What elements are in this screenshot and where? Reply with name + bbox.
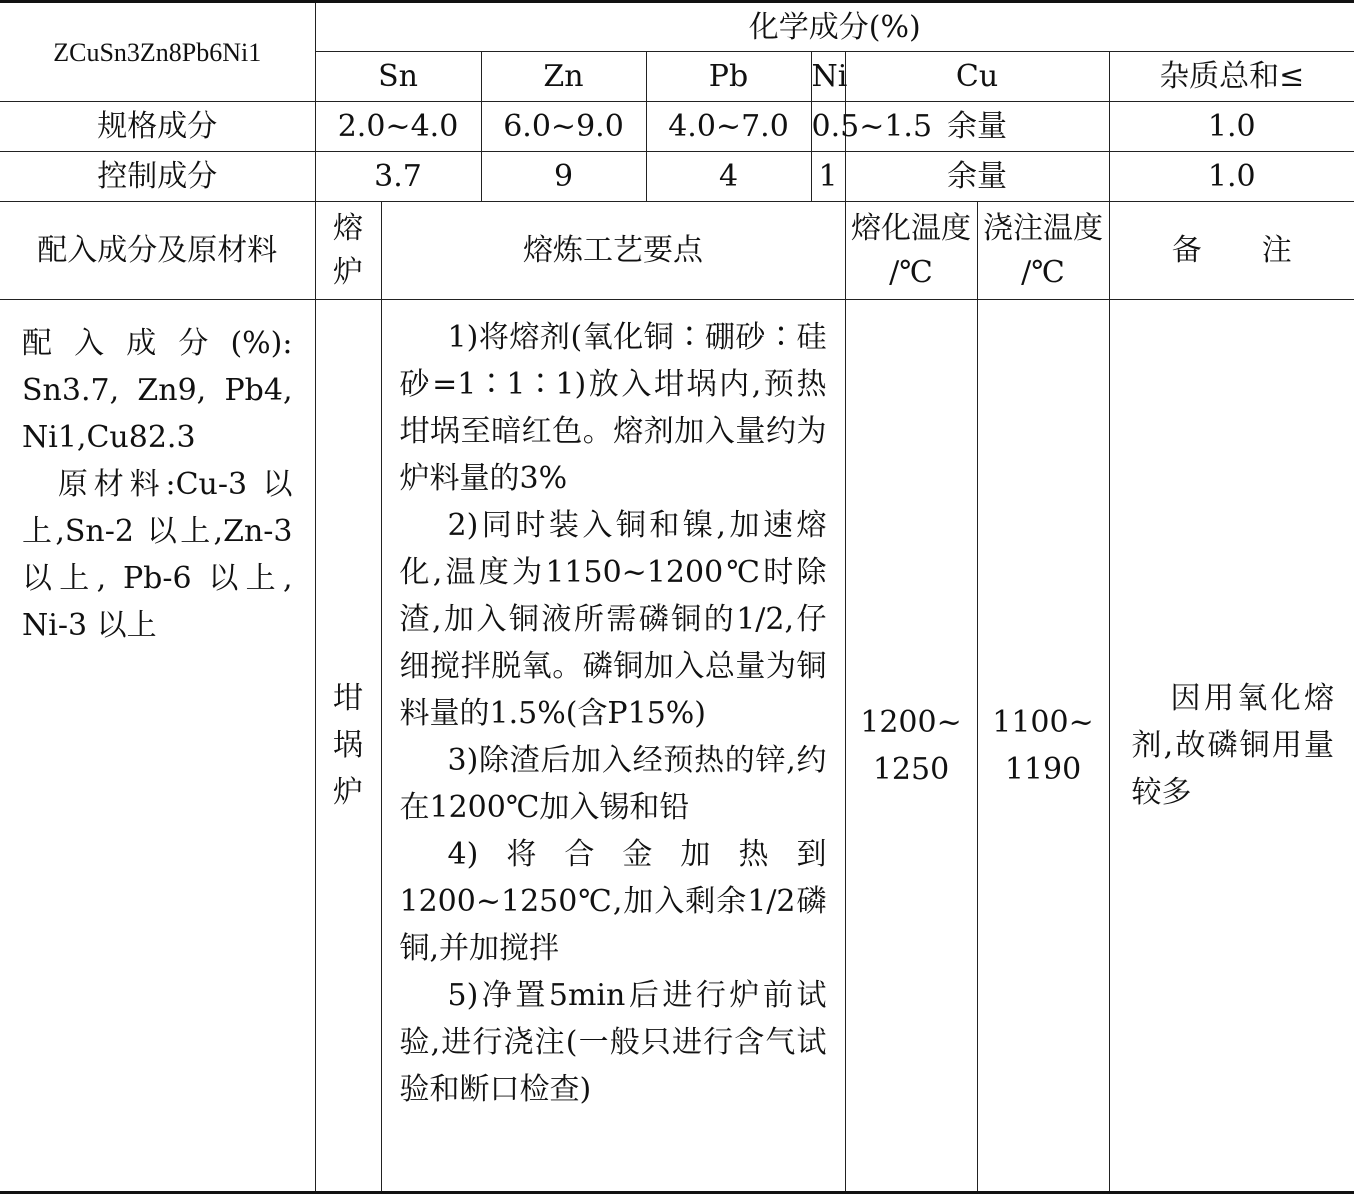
furnace-char: 埚: [333, 728, 363, 763]
materials-header: 配入成分及原材料: [0, 202, 315, 300]
furnace-header: [315, 202, 381, 300]
materials-line: Ni-3 以上: [22, 608, 157, 643]
spec-row-label: 规格成分: [0, 102, 315, 152]
furnace-header-line: 炉: [333, 254, 363, 290]
pour-temp-line: 1190: [1004, 751, 1082, 787]
spec-value: 6.0~9.0: [481, 102, 646, 152]
pour-temp-line: 1100~: [992, 704, 1094, 740]
pour-temp-cell: [977, 300, 1109, 1193]
melt-temp-line: 1250: [872, 751, 950, 787]
materials-line: 以上, Pb-6 以上,: [22, 561, 293, 596]
melt-temp-header: [845, 202, 977, 300]
process-header: 熔炼工艺要点: [381, 202, 845, 300]
control-value: 1: [811, 152, 845, 202]
control-value: 9: [481, 152, 646, 202]
control-value: 3.7: [315, 152, 481, 202]
element-header: Cu: [845, 52, 1109, 102]
melt-temp-header-unit: /℃: [889, 254, 933, 290]
materials-cell: [0, 300, 315, 1193]
control-value: 余量: [845, 152, 1109, 202]
spec-value: 0.5~1.5: [811, 102, 845, 152]
pour-temp-header-line: 浇注温度: [983, 210, 1103, 246]
process-step: 1)将熔剂(氧化铜∶硼砂∶硅砂=1∶1∶1)放入坩埚内,预热坩埚至暗红色。熔剂加入量约为炉料量的3%: [399, 320, 827, 496]
process-step: 3)除渣后加入经预热的锌,约在1200℃加入锡和铅: [399, 743, 827, 825]
materials-line: 原材料:Cu-3 以: [22, 467, 293, 502]
melt-temp-cell: [845, 300, 977, 1193]
materials-line: 上,Sn-2 以上,Zn-3: [22, 514, 293, 549]
spec-value: 1.0: [1109, 102, 1354, 152]
furnace-cell: [315, 300, 381, 1193]
melt-temp-line: 1200~: [860, 704, 962, 740]
composition-header: 化学成分(%): [315, 2, 1354, 52]
pour-temp-header-unit: /℃: [1021, 254, 1065, 290]
spec-value: 4.0~7.0: [646, 102, 811, 152]
remarks-cell: [1109, 300, 1354, 1193]
furnace-char: 坩: [333, 681, 363, 716]
materials-line: Ni1,Cu82.3: [22, 420, 196, 455]
element-header: Zn: [481, 52, 646, 102]
materials-line: 配入成分(%):: [22, 326, 293, 361]
melt-temp-header-line: 熔化温度: [851, 210, 971, 246]
element-header: Pb: [646, 52, 811, 102]
control-row-label: 控制成分: [0, 152, 315, 202]
process-steps-cell: [381, 300, 845, 1193]
control-value: 1.0: [1109, 152, 1354, 202]
spec-value: 2.0~4.0: [315, 102, 481, 152]
process-step: 5)净置5min后进行炉前试验,进行浇注(一般只进行含气试验和断口检查): [399, 978, 827, 1107]
furnace-char: 炉: [333, 775, 363, 810]
control-value: 4: [646, 152, 811, 202]
spec-value: 余量: [845, 102, 1109, 152]
process-step: 2)同时装入铜和镍,加速熔化,温度为1150~1200℃时除渣,加入铜液所需磷铜的1/2,仔细搅拌脱氧。磷铜加入总量为铜料量的1.5%(含P15%): [399, 508, 827, 731]
process-step: 4)将合金加热到1200~1250℃,加入剩余1/2磷铜,并加搅拌: [399, 837, 827, 966]
element-header: Sn: [315, 52, 481, 102]
remarks-text: 因用氧化熔剂,故磷铜用量较多: [1131, 681, 1335, 810]
element-header: 杂质总和≤: [1109, 52, 1354, 102]
furnace-header-line: 熔: [333, 210, 363, 246]
materials-line: Sn3.7, Zn9, Pb4,: [22, 373, 293, 408]
element-header: Ni: [811, 52, 845, 102]
alloy-grade: ZCuSn3Zn8Pb6Ni1: [0, 2, 315, 102]
remarks-header: 备 注: [1109, 202, 1354, 300]
pour-temp-header: [977, 202, 1109, 300]
